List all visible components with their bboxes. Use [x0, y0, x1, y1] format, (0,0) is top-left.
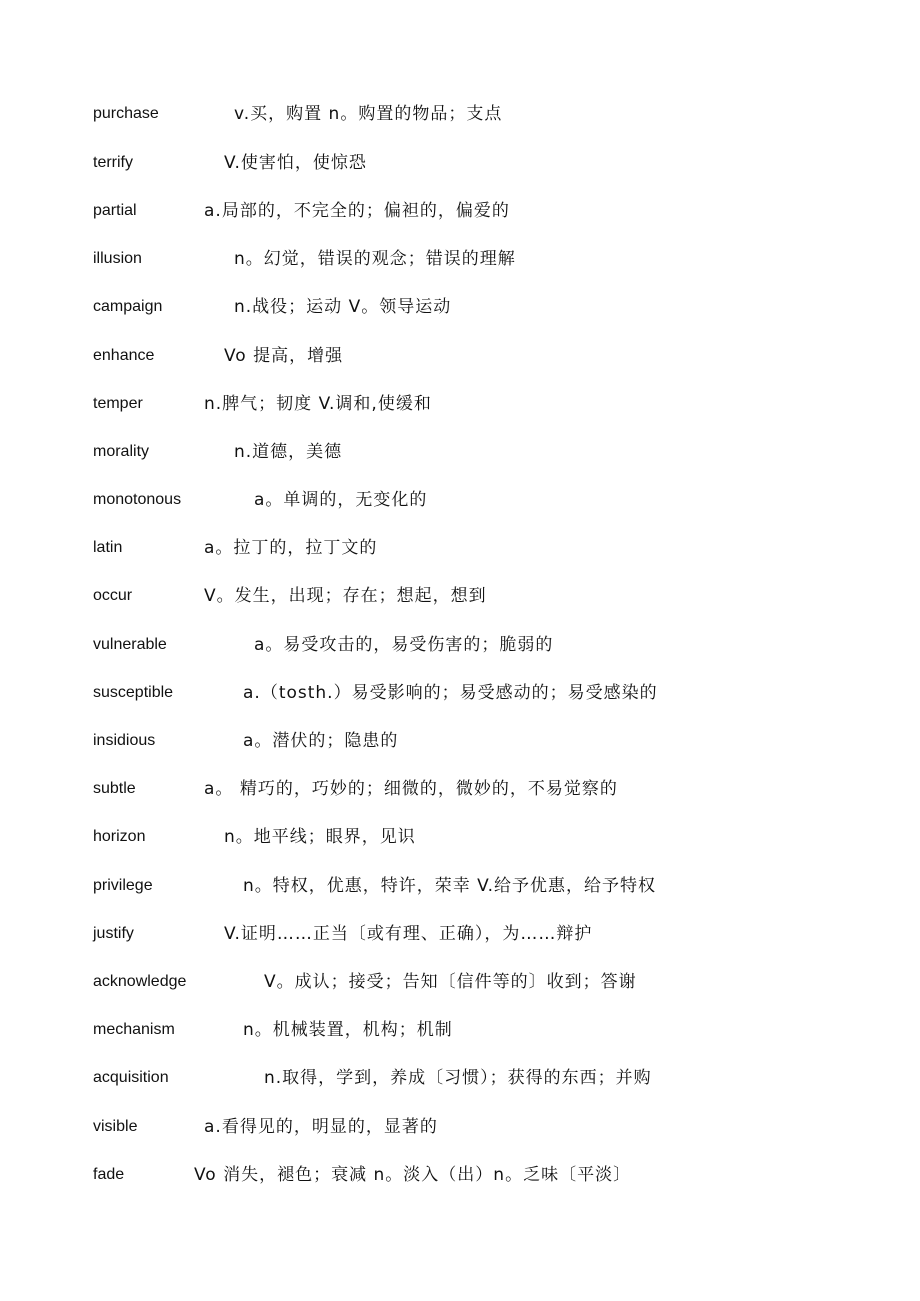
entry-definition: v.买，购置 n。购置的物品；支点	[234, 104, 503, 124]
entry-word: vulnerable	[93, 636, 167, 653]
entry-definition: n。机械装置，机构；机制	[243, 1020, 453, 1040]
entry-definition: a。易受攻击的，易受伤害的；脆弱的	[254, 635, 554, 655]
entry-word: illusion	[93, 250, 142, 267]
entry-definition: a。单调的，无变化的	[254, 490, 428, 510]
entry-definition: n。地平线；眼界，见识	[224, 827, 416, 847]
entry-definition: V.证明……正当〔或有理、正确），为……辩护	[224, 924, 593, 944]
entry-definition: n.战役；运动 V。领导运动	[234, 297, 452, 317]
entry-definition: a.看得见的，明显的，显著的	[204, 1117, 438, 1137]
entry-definition: a.局部的，不完全的；偏袒的，偏爱的	[204, 201, 510, 221]
entry-word: temper	[93, 395, 143, 412]
entry-definition: n.取得，学到，养成〔习惯）；获得的东西；并购	[264, 1068, 652, 1088]
entry-definition: a.（tosth.）易受影响的；易受感动的；易受感染的	[243, 683, 658, 703]
entry-definition: n.道德，美德	[234, 442, 343, 462]
entry-definition: V。发生，出现；存在；想起，想到	[204, 586, 487, 606]
entry-word: acknowledge	[93, 973, 187, 990]
entry-word: occur	[93, 587, 133, 604]
entry-word: acquisition	[93, 1069, 169, 1086]
entry-word: morality	[93, 443, 150, 460]
entry-definition: V。成认；接受；告知〔信件等的〕收到；答谢	[264, 972, 637, 992]
entry-word: justify	[93, 925, 134, 942]
entry-definition: n.脾气；韧度 V.调和,使缓和	[204, 394, 432, 414]
entry-word: mechanism	[93, 1021, 175, 1038]
entry-definition: a。 精巧的，巧妙的；细微的，微妙的，不易觉察的	[204, 779, 618, 799]
entry-definition: a。潜伏的；隐患的	[243, 731, 399, 751]
entry-word: monotonous	[93, 491, 182, 508]
entry-word: insidious	[93, 732, 156, 749]
entry-word: visible	[93, 1118, 138, 1135]
entry-definition: a。拉丁的，拉丁文的	[204, 538, 378, 558]
entry-word: subtle	[93, 780, 136, 797]
entry-word: susceptible	[93, 684, 174, 701]
entry-definition: Vo 消失，褪色；衰减 n。淡入（出）n。乏味〔平淡〕	[194, 1165, 632, 1185]
entry-word: campaign	[93, 298, 163, 315]
entry-word: privilege	[93, 877, 153, 894]
entry-word: fade	[93, 1166, 125, 1183]
entry-word: partial	[93, 202, 137, 219]
entry-word: latin	[93, 539, 123, 556]
entry-definition: V.使害怕，使惊恐	[224, 153, 367, 173]
entry-word: purchase	[93, 105, 159, 122]
entry-word: horizon	[93, 828, 146, 845]
entry-word: terrify	[93, 154, 133, 171]
entry-word: enhance	[93, 347, 155, 364]
entry-definition: Vo 提高，增强	[224, 346, 344, 366]
entry-definition: n。特权，优惠，特许，荣幸 V.给予优惠，给予特权	[243, 876, 657, 896]
entry-definition: n。幻觉，错误的观念；错误的理解	[234, 249, 516, 269]
